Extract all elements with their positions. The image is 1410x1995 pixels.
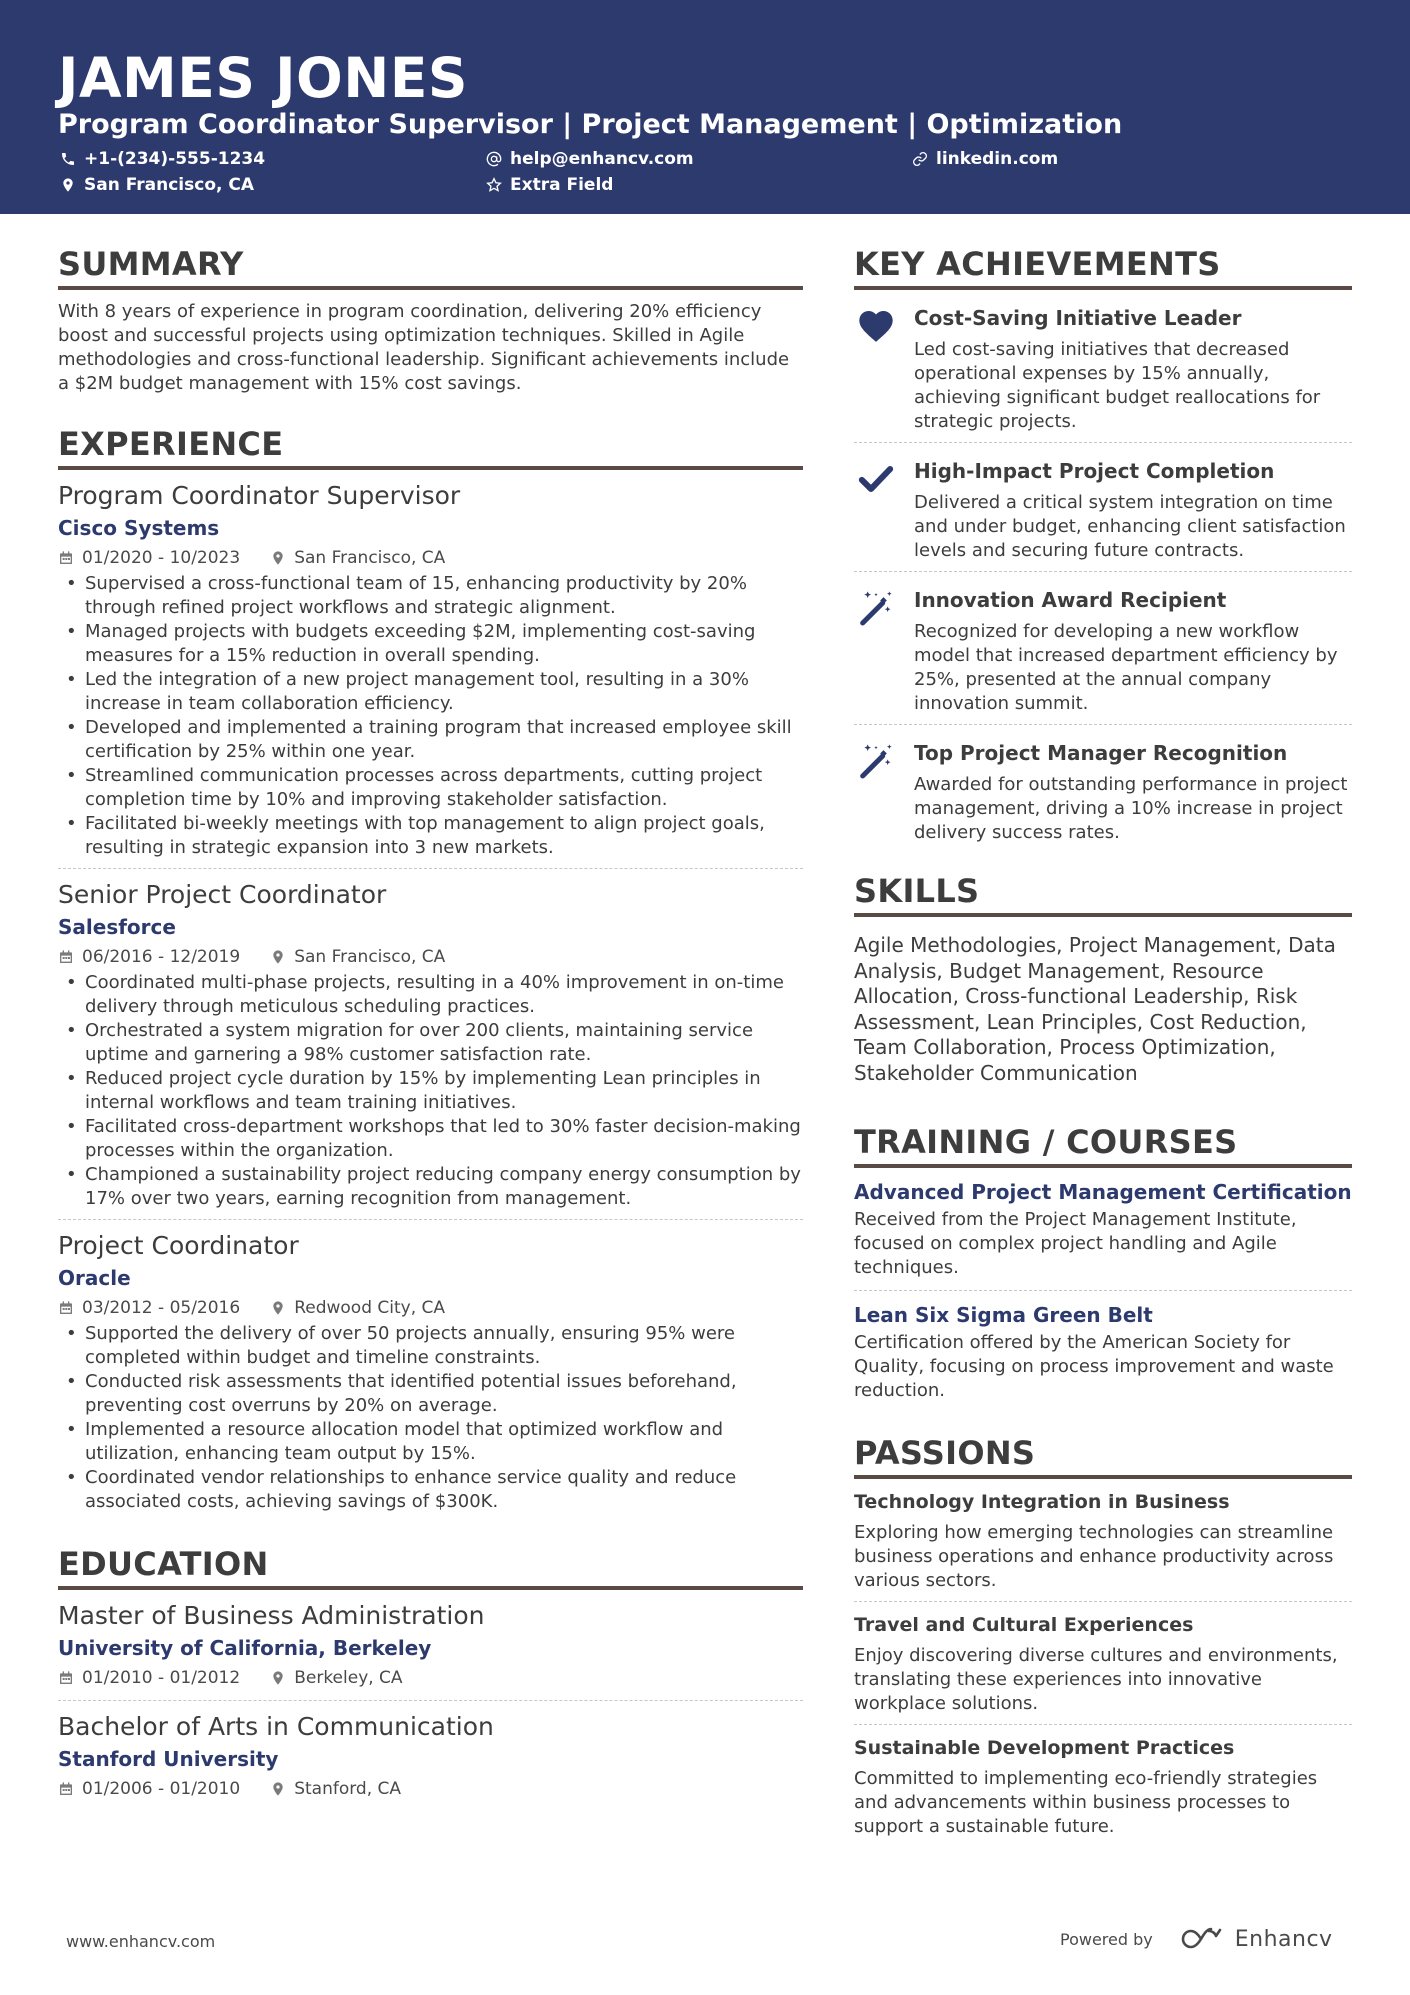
education-location: Stanford, CA bbox=[270, 1777, 401, 1801]
course-item bbox=[854, 1168, 1352, 1291]
achievement-desc: Delivered a critical system integration on time and under budget, enhancing client satisfaction levels and securing future contracts. bbox=[914, 492, 1346, 561]
school-name: University of California, Berkeley bbox=[58, 1636, 432, 1660]
magic-wand-icon bbox=[856, 741, 896, 781]
job-location: Redwood City, CA bbox=[270, 1296, 445, 1320]
contact-extra bbox=[486, 174, 613, 196]
job-meta bbox=[58, 945, 803, 969]
passion-item bbox=[854, 1479, 1352, 1602]
bullet-item: • Managed projects with budgets exceeding $2M, implementing cost-saving measures for a 15% reduction in overall spending. bbox=[58, 620, 803, 668]
education-meta bbox=[58, 1666, 803, 1690]
passion-title: Travel and Cultural Experiences bbox=[854, 1614, 1194, 1636]
achievement-title: Cost-Saving Initiative Leader bbox=[914, 306, 1242, 330]
bullet-item: • Supervised a cross-functional team of 15, enhancing productivity by 20% through refined project workflows and strategic alignment. bbox=[58, 572, 803, 620]
bullet-item: • Streamlined communication processes across departments, cutting project completion time by 10% and improving stakeholder satisfaction. bbox=[58, 764, 803, 812]
achievement-desc: Recognized for developing a new workflow model that increased department efficiency by 25%, presented at the annual company innovation summit. bbox=[914, 621, 1338, 714]
passion-title: Sustainable Development Practices bbox=[854, 1737, 1235, 1759]
job-company: Cisco Systems bbox=[58, 516, 220, 540]
calendar-icon bbox=[58, 1300, 74, 1316]
achievement-item bbox=[854, 725, 1352, 853]
education-dates: 01/2006 - 01/2010 bbox=[58, 1777, 240, 1801]
course-item bbox=[854, 1291, 1352, 1413]
course-title: Advanced Project Management Certification bbox=[854, 1180, 1352, 1204]
link-icon bbox=[912, 151, 928, 167]
bullet-item: • Conducted risk assessments that identified potential issues beforehand, preventing cost overruns by 20% on average. bbox=[58, 1370, 803, 1418]
bullet-item: • Facilitated cross-department workshops that led to 30% faster decision-making processes within the organization. bbox=[58, 1115, 803, 1163]
job-meta bbox=[58, 1296, 803, 1320]
achievement-item bbox=[854, 572, 1352, 725]
skills-list: Agile Methodologies, Project Management, Data Analysis, Budget Management, Resource Allocation, Cross-functional Leadership, Risk Assessment, Lean Principles, Cost Reduction, Team Collaboration, Process Optimization, Stakeholder Communication bbox=[854, 933, 1336, 1085]
achievement-desc: Awarded for outstanding performance in project management, driving a 10% increase in project delivery success rates. bbox=[914, 774, 1348, 843]
checkmark-icon bbox=[856, 459, 896, 499]
bullet-item: • Facilitated bi-weekly meetings with top management to align project goals, resulting in strategic expansion into 3 new markets. bbox=[58, 812, 803, 860]
brand-name: Enhancv bbox=[1234, 1926, 1333, 1952]
job-location: San Francisco, CA bbox=[270, 945, 445, 969]
phone-text: +1-(234)-555-1234 bbox=[84, 149, 266, 169]
experience-item bbox=[58, 1220, 803, 1522]
contact-linkedin[interactable] bbox=[912, 148, 1058, 170]
at-sign-icon bbox=[486, 151, 502, 167]
location-pin-icon bbox=[270, 1670, 286, 1686]
education-item bbox=[58, 1701, 803, 1811]
heart-icon bbox=[856, 306, 896, 346]
extra-text: Extra Field bbox=[510, 175, 614, 195]
section-title-education: EDUCATION bbox=[58, 1544, 803, 1590]
footer-branding[interactable] bbox=[1060, 1926, 1333, 1952]
candidate-name: JAMES JONES bbox=[58, 46, 469, 110]
contact-location bbox=[60, 174, 254, 196]
candidate-headline: Program Coordinator Supervisor | Project Management | Optimization bbox=[58, 109, 1123, 140]
contact-phone[interactable] bbox=[60, 148, 265, 170]
section-title-experience: EXPERIENCE bbox=[58, 424, 803, 470]
bullet-item: • Reduced project cycle duration by 15% by implementing Lean principles in internal workflows and team training initiatives. bbox=[58, 1067, 803, 1115]
achievement-item bbox=[854, 443, 1352, 572]
course-desc: Received from the Project Management Institute, focused on complex project handling and Agile techniques. bbox=[854, 1209, 1297, 1278]
section-title-passions: PASSIONS bbox=[854, 1433, 1352, 1479]
achievements-section bbox=[854, 244, 1352, 853]
education-section bbox=[58, 1544, 803, 1811]
achievement-item bbox=[854, 290, 1352, 443]
left-column bbox=[58, 244, 803, 1811]
star-icon bbox=[486, 177, 502, 193]
job-title: Senior Project Coordinator bbox=[58, 880, 387, 909]
location-pin-icon bbox=[270, 1781, 286, 1797]
experience-item bbox=[58, 869, 803, 1220]
section-title-summary: SUMMARY bbox=[58, 244, 803, 290]
linkedin-text: linkedin.com bbox=[936, 149, 1059, 169]
section-title-achievements: KEY ACHIEVEMENTS bbox=[854, 244, 1352, 290]
achievement-desc: Led cost-saving initiatives that decreased operational expenses by 15% annually, achieving significant budget reallocations for strategic projects. bbox=[914, 339, 1321, 432]
bullet-item: • Implemented a resource allocation model that optimized workflow and utilization, enhancing team output by 15%. bbox=[58, 1418, 803, 1466]
section-title-training: TRAINING / COURSES bbox=[854, 1122, 1352, 1168]
passion-item bbox=[854, 1602, 1352, 1725]
job-meta bbox=[58, 546, 803, 570]
job-title: Program Coordinator Supervisor bbox=[58, 481, 461, 510]
job-company: Oracle bbox=[58, 1266, 131, 1290]
achievement-title: Top Project Manager Recognition bbox=[914, 741, 1288, 765]
passion-title: Technology Integration in Business bbox=[854, 1491, 1230, 1513]
job-bullets bbox=[58, 971, 803, 1211]
school-name: Stanford University bbox=[58, 1747, 279, 1771]
footer-website-link[interactable]: www.enhancv.com bbox=[66, 1932, 216, 1951]
job-company: Salesforce bbox=[58, 915, 176, 939]
magic-wand-icon bbox=[856, 588, 896, 628]
location-pin-icon bbox=[270, 550, 286, 566]
right-column bbox=[854, 244, 1352, 1847]
contact-email[interactable] bbox=[486, 148, 694, 170]
bullet-item: • Led the integration of a new project management tool, resulting in a 30% increase in team collaboration efficiency. bbox=[58, 668, 803, 716]
summary-text: With 8 years of experience in program coordination, delivering 20% efficiency boost and successful projects using optimization techniques. Skilled in Agile methodologies and cross-functional leadership. Significant achievements include a $2M budget management with 15% cost savings. bbox=[58, 301, 790, 394]
job-dates: 01/2020 - 10/2023 bbox=[58, 546, 240, 570]
achievement-title: Innovation Award Recipient bbox=[914, 588, 1227, 612]
location-pin-icon bbox=[270, 1300, 286, 1316]
course-desc: Certification offered by the American Society for Quality, focusing on process improvement and waste reduction. bbox=[854, 1332, 1334, 1401]
bullet-item: • Coordinated multi-phase projects, resulting in a 40% improvement in on-time delivery through meticulous scheduling practices. bbox=[58, 971, 803, 1019]
location-pin-icon bbox=[60, 177, 76, 193]
location-pin-icon bbox=[270, 949, 286, 965]
phone-icon bbox=[60, 151, 76, 167]
powered-by-label: Powered by bbox=[1060, 1929, 1153, 1949]
bullet-item: • Supported the delivery of over 50 projects annually, ensuring 95% were completed within budget and timeline constraints. bbox=[58, 1322, 803, 1370]
brand-logo bbox=[1179, 1926, 1333, 1952]
achievement-title: High-Impact Project Completion bbox=[914, 459, 1275, 483]
education-meta bbox=[58, 1777, 803, 1801]
job-bullets bbox=[58, 1322, 803, 1514]
skills-section bbox=[854, 871, 1352, 1086]
job-dates: 03/2012 - 05/2016 bbox=[58, 1296, 240, 1320]
calendar-icon bbox=[58, 1670, 74, 1686]
email-text: help@enhancv.com bbox=[510, 149, 694, 169]
education-location: Berkeley, CA bbox=[270, 1666, 402, 1690]
degree-title: Bachelor of Arts in Communication bbox=[58, 1712, 494, 1741]
passion-desc: Enjoy discovering diverse cultures and environments, translating these experiences into innovative workplace solutions. bbox=[854, 1645, 1338, 1714]
calendar-icon bbox=[58, 1781, 74, 1797]
section-title-skills: SKILLS bbox=[854, 871, 1352, 917]
location-text: San Francisco, CA bbox=[84, 175, 255, 195]
passions-section bbox=[854, 1433, 1352, 1847]
calendar-icon bbox=[58, 550, 74, 566]
bullet-item: • Championed a sustainability project reducing company energy consumption by 17% over two years, earning recognition from management. bbox=[58, 1163, 803, 1211]
job-location: San Francisco, CA bbox=[270, 546, 445, 570]
bullet-item: • Orchestrated a system migration for over 200 clients, maintaining service uptime and garnering a 98% customer satisfaction rate. bbox=[58, 1019, 803, 1067]
bullet-item: • Developed and implemented a training program that increased employee skill certification by 25% within one year. bbox=[58, 716, 803, 764]
bullet-item: • Coordinated vendor relationships to enhance service quality and reduce associated costs, achieving savings of $300K. bbox=[58, 1466, 803, 1514]
education-item bbox=[58, 1590, 803, 1701]
job-bullets bbox=[58, 572, 803, 860]
resume-header bbox=[0, 0, 1410, 214]
summary-section bbox=[58, 244, 803, 396]
passion-desc: Committed to implementing eco-friendly strategies and advancements within business processes to support a sustainable future. bbox=[854, 1768, 1318, 1837]
experience-section bbox=[58, 424, 803, 1522]
passion-desc: Exploring how emerging technologies can streamline business operations and enhance productivity across various sectors. bbox=[854, 1522, 1334, 1591]
course-title: Lean Six Sigma Green Belt bbox=[854, 1303, 1153, 1327]
enhancv-logo-icon bbox=[1179, 1926, 1227, 1952]
training-section bbox=[854, 1122, 1352, 1413]
job-dates: 06/2016 - 12/2019 bbox=[58, 945, 240, 969]
passion-item bbox=[854, 1725, 1352, 1847]
degree-title: Master of Business Administration bbox=[58, 1601, 485, 1630]
experience-item bbox=[58, 470, 803, 869]
calendar-icon bbox=[58, 949, 74, 965]
job-title: Project Coordinator bbox=[58, 1231, 299, 1260]
education-dates: 01/2010 - 01/2012 bbox=[58, 1666, 240, 1690]
